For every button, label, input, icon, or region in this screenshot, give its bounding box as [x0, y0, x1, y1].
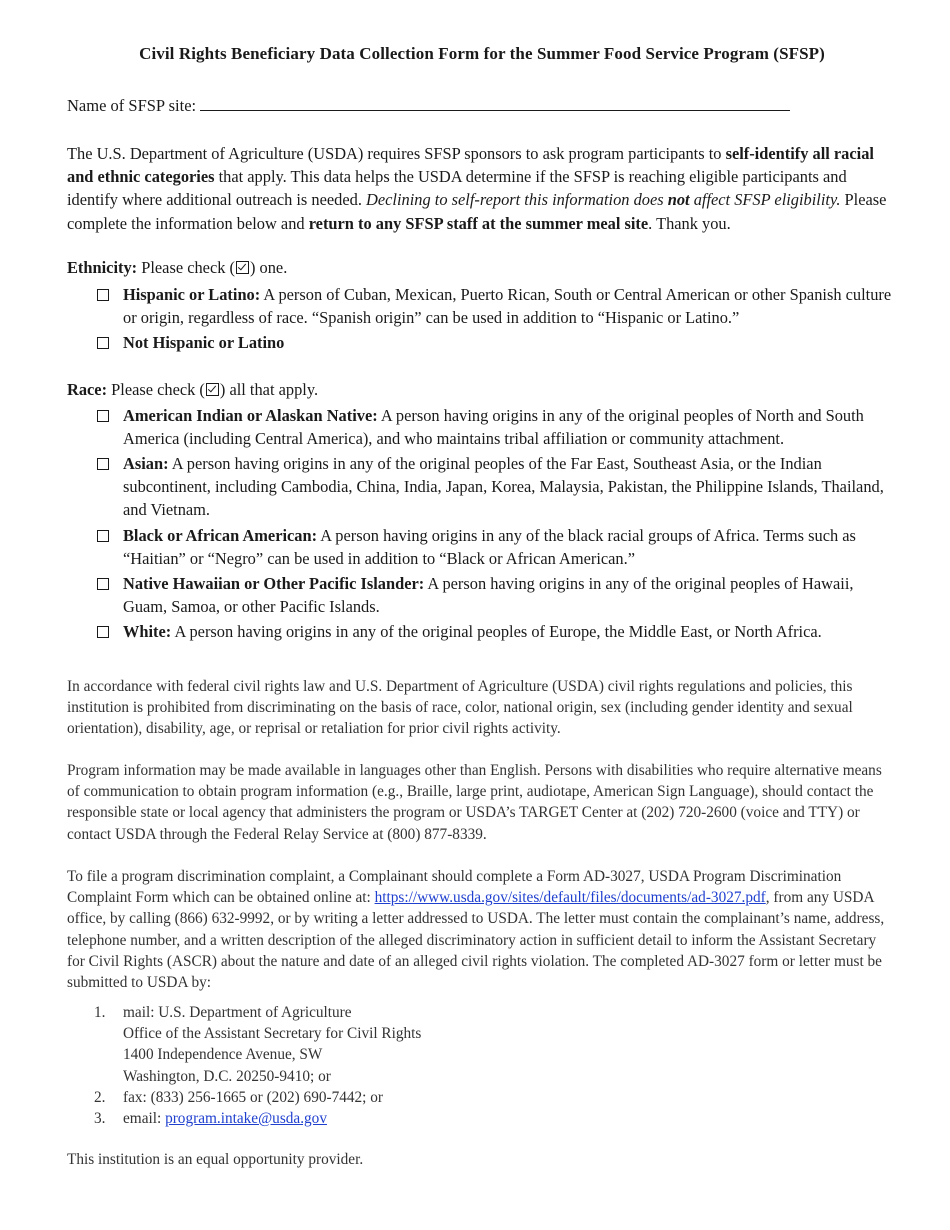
submission-item-mail: [94, 1002, 421, 1087]
race-option-asian: [97, 452, 897, 522]
intro-italic-1: Declining to self-report this information does: [366, 190, 668, 210]
list-number: 3.: [94, 1110, 106, 1127]
race-heading: [67, 380, 318, 400]
option-name: Hispanic or Latino:: [123, 285, 261, 304]
race-option-american-indian: [97, 404, 897, 450]
race-option-pacific-islander: [97, 572, 897, 618]
complaint-text-pre: To file a program discrimination complaint, a Complainant should complete a Form AD-3027, USDA Program Discrimination Complaint Form which can be obtained online at:: [67, 868, 842, 907]
email-label: email:: [123, 1110, 166, 1127]
checkbox-white[interactable]: [97, 626, 109, 638]
submission-item-fax: [94, 1087, 383, 1108]
complaint-instructions: [67, 866, 897, 993]
ethnicity-heading: [67, 258, 287, 278]
option-desc: A person having origins in any of the original peoples of Hawaii, Guam, Samoa, or other Pacific Islands.: [123, 574, 854, 617]
site-name-field[interactable]: [200, 96, 790, 111]
equal-opportunity-statement: This institution is an equal opportunity provider.: [67, 1151, 364, 1168]
checkbox-hispanic[interactable]: [97, 289, 109, 301]
option-text: [123, 331, 897, 354]
race-option-black: [97, 524, 897, 570]
option-desc: A person having origins in any of the original peoples of the Far East, Southeast Asia, or the Indian subcontinent, including Cambodia, China, India, Japan, Korea, Malaysia, Pakistan, the Philippine Islands, Thailand, and Vietnam.: [123, 454, 884, 520]
option-desc: A person having origins in any of the black racial groups of Africa. Terms such as “Haitian” or “Negro” can be used in addition to “Black or African American.”: [123, 526, 856, 569]
race-instr-pre: Please check (: [107, 380, 205, 399]
email-line: [123, 1108, 327, 1129]
complaint-text-post: , from any USDA office, by calling (866) 632-9992, or by writing a letter addressed to USDA. The letter must contain the complainant’s name, address, telephone number, and a written description of the alleged discriminatory action in sufficient detail to inform the Assistant Secretary for Civil Rights (ASCR) about the nature and date of an alleged civil rights violation. The completed AD-3027 form or letter must be submitted to USDA by:: [67, 889, 885, 992]
checked-box-icon: [206, 383, 219, 396]
ethnicity-label: Ethnicity:: [67, 258, 138, 277]
ethnicity-instr-post: ) one.: [249, 258, 288, 277]
intro-text-4: . Thank you.: [648, 213, 731, 233]
option-name: Not Hispanic or Latino: [123, 333, 285, 352]
option-desc: A person having origins in any of the original peoples of North and South America (including Central America), and who maintains tribal affiliation or community attachment.: [123, 406, 864, 449]
option-name: White:: [123, 622, 172, 641]
race-instr-post: ) all that apply.: [219, 380, 319, 399]
form-title: Civil Rights Beneficiary Data Collection Form for the Summer Food Service Program (SFSP): [139, 44, 825, 63]
submission-item-email: [94, 1108, 327, 1129]
checkbox-black[interactable]: [97, 530, 109, 542]
option-text: [123, 524, 897, 570]
language-access-statement: Program information may be made available in languages other than English. Persons with disabilities who require alternative means of communication to obtain program information (e.g., Braille, large print, audiotape, American Sign Language), should contact the responsible state or local agency that administers the program or USDA’s TARGET Center at (202) 720-2600 (voice and TTY) or contact USDA through the Federal Relay Service at (800) 877-8339.: [67, 762, 882, 843]
intro-bold-2: return to any SFSP staff at the summer meal site: [308, 213, 649, 233]
intro-text-1: The U.S. Department of Agriculture (USDA) requires SFSP sponsors to ask program participants to: [67, 144, 726, 163]
race-label: Race:: [67, 380, 108, 399]
intro-text-3: Please complete the information below and: [67, 190, 887, 233]
list-number: 1.: [94, 1004, 106, 1021]
option-text: [123, 283, 897, 329]
checkbox-asian[interactable]: [97, 458, 109, 470]
option-text: [123, 404, 897, 450]
option-text: [123, 620, 897, 643]
option-name: Asian:: [123, 454, 169, 473]
checkbox-pacific-islander[interactable]: [97, 578, 109, 590]
fax-line: fax: (833) 256-1665 or (202) 690-7442; or: [123, 1089, 383, 1106]
option-name: American Indian or Alaskan Native:: [123, 406, 378, 425]
intro-bold-1: self-identify all racial and ethnic categories: [67, 144, 874, 187]
ethnicity-option-hispanic: [97, 283, 897, 329]
option-name: Black or African American:: [123, 526, 318, 545]
checked-box-icon: [236, 261, 249, 274]
option-desc: A person having origins in any of the original peoples of Europe, the Middle East, or North Africa.: [171, 622, 822, 641]
site-name-label: Name of SFSP site:: [67, 96, 197, 115]
mail-line-2: Office of the Assistant Secretary for Civil Rights: [123, 1025, 422, 1043]
ad3027-form-link[interactable]: https://www.usda.gov/sites/default/files/documents/ad-3027.pdf: [374, 889, 766, 907]
email-link[interactable]: program.intake@usda.gov: [165, 1110, 327, 1127]
mail-line-4: Washington, D.C. 20250-9410; or: [123, 1067, 331, 1085]
site-name-row: [67, 96, 790, 116]
checkbox-not-hispanic[interactable]: [97, 337, 109, 349]
intro-text-2: that apply. This data helps the USDA determine if the SFSP is reaching eligible participants and identify where additional outreach is needed.: [67, 167, 847, 210]
intro-italic: [366, 190, 840, 209]
mail-line-1: mail: U.S. Department of Agriculture: [123, 1004, 352, 1021]
intro-italic-bold: not: [667, 190, 690, 210]
option-text: [123, 572, 897, 618]
ethnicity-instr-pre: Please check (: [137, 258, 235, 277]
option-name: Native Hawaiian or Other Pacific Islander:: [123, 574, 425, 593]
list-number: 2.: [94, 1089, 106, 1106]
option-text: [123, 452, 897, 522]
nondiscrimination-statement: In accordance with federal civil rights law and U.S. Department of Agriculture (USDA) civil rights regulations and policies, this institution is prohibited from discriminating on the basis of race, color, national origin, sex (including gender identity and sexual orientation), disability, age, or reprisal or retaliation for prior civil rights activity.: [67, 678, 853, 738]
checkbox-american-indian[interactable]: [97, 410, 109, 422]
ethnicity-option-not-hispanic: [97, 331, 897, 354]
intro-paragraph: [67, 142, 897, 235]
option-desc: A person of Cuban, Mexican, Puerto Rican, South or Central American or other Spanish culture or origin, regardless of race. “Spanish origin” can be used in addition to “Hispanic or Latino.”: [123, 285, 892, 328]
race-option-white: [97, 620, 897, 643]
mail-line-3: 1400 Independence Avenue, SW: [123, 1046, 323, 1064]
intro-italic-2: affect SFSP eligibility.: [689, 190, 841, 210]
